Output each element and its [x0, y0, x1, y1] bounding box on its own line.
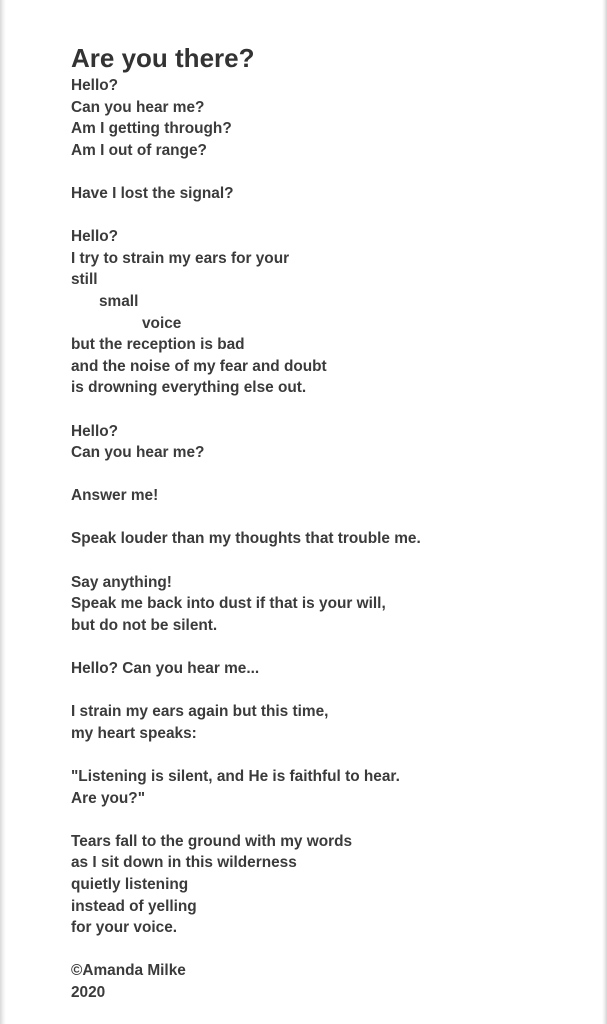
poem-line: still [71, 271, 98, 289]
poem-line: Are you?" [71, 789, 145, 807]
stanza-break [71, 205, 591, 227]
copyright-author: ©Amanda Milke [71, 962, 186, 980]
stanza-break [71, 636, 591, 658]
poem-line: Speak me back into dust if that is your will, [71, 595, 386, 613]
poem-line: Have I lost the signal? [71, 184, 234, 202]
poem-line-indented: small [99, 292, 139, 310]
poem-line: Hello? [71, 422, 119, 440]
stanza-break [71, 464, 591, 486]
stanza-break [71, 744, 591, 766]
poem-line: for your voice. [71, 919, 178, 937]
poem-line: Say anything! [71, 573, 172, 591]
poem-line: is drowning everything else out. [71, 379, 307, 397]
poem-line: my heart speaks: [71, 724, 197, 742]
poem-line: Hello? [71, 228, 119, 246]
poem-line: I try to strain my ears for your [71, 249, 290, 267]
stanza-break [71, 507, 591, 529]
poem-line: Speak louder than my thoughts that trouble me. [71, 530, 421, 548]
stanza-break [71, 809, 591, 831]
poem-line: "Listening is silent, and He is faithful to hear. [71, 768, 400, 785]
poem-title: Are you there? [71, 43, 255, 73]
poem-line: Hello? Can you hear me... [71, 660, 260, 678]
poem-line: instead of yelling [71, 897, 197, 915]
poem-line: and the noise of my fear and doubt [71, 357, 327, 375]
page-edge-right [602, 0, 607, 1024]
poem-container [71, 43, 591, 1004]
poem-line: I strain my ears again but this time, [71, 703, 329, 721]
poem-line: Am I getting through? [71, 120, 232, 138]
stanza-break [71, 399, 591, 421]
poem-line: but do not be silent. [71, 616, 218, 634]
poem-line: Am I out of range? [71, 141, 207, 159]
poem-line: Can you hear me? [71, 444, 205, 462]
copyright-year: 2020 [71, 983, 106, 1001]
page-edge-left [0, 0, 6, 1024]
stanza-break [71, 680, 591, 702]
poem-line: Can you hear me? [71, 98, 205, 116]
poem-line: quietly listening [71, 875, 189, 893]
stanza-break [71, 161, 591, 183]
poem-line-indented: voice [142, 314, 182, 332]
poem-line: as I sit down in this wilderness [71, 854, 297, 872]
poem-line: but the reception is bad [71, 336, 245, 354]
poem-line: Answer me! [71, 487, 159, 505]
stanza-break [71, 550, 591, 572]
poem-line: Tears fall to the ground with my words [71, 832, 353, 850]
poem-line: Hello? [71, 77, 119, 94]
stanza-break [71, 939, 591, 961]
